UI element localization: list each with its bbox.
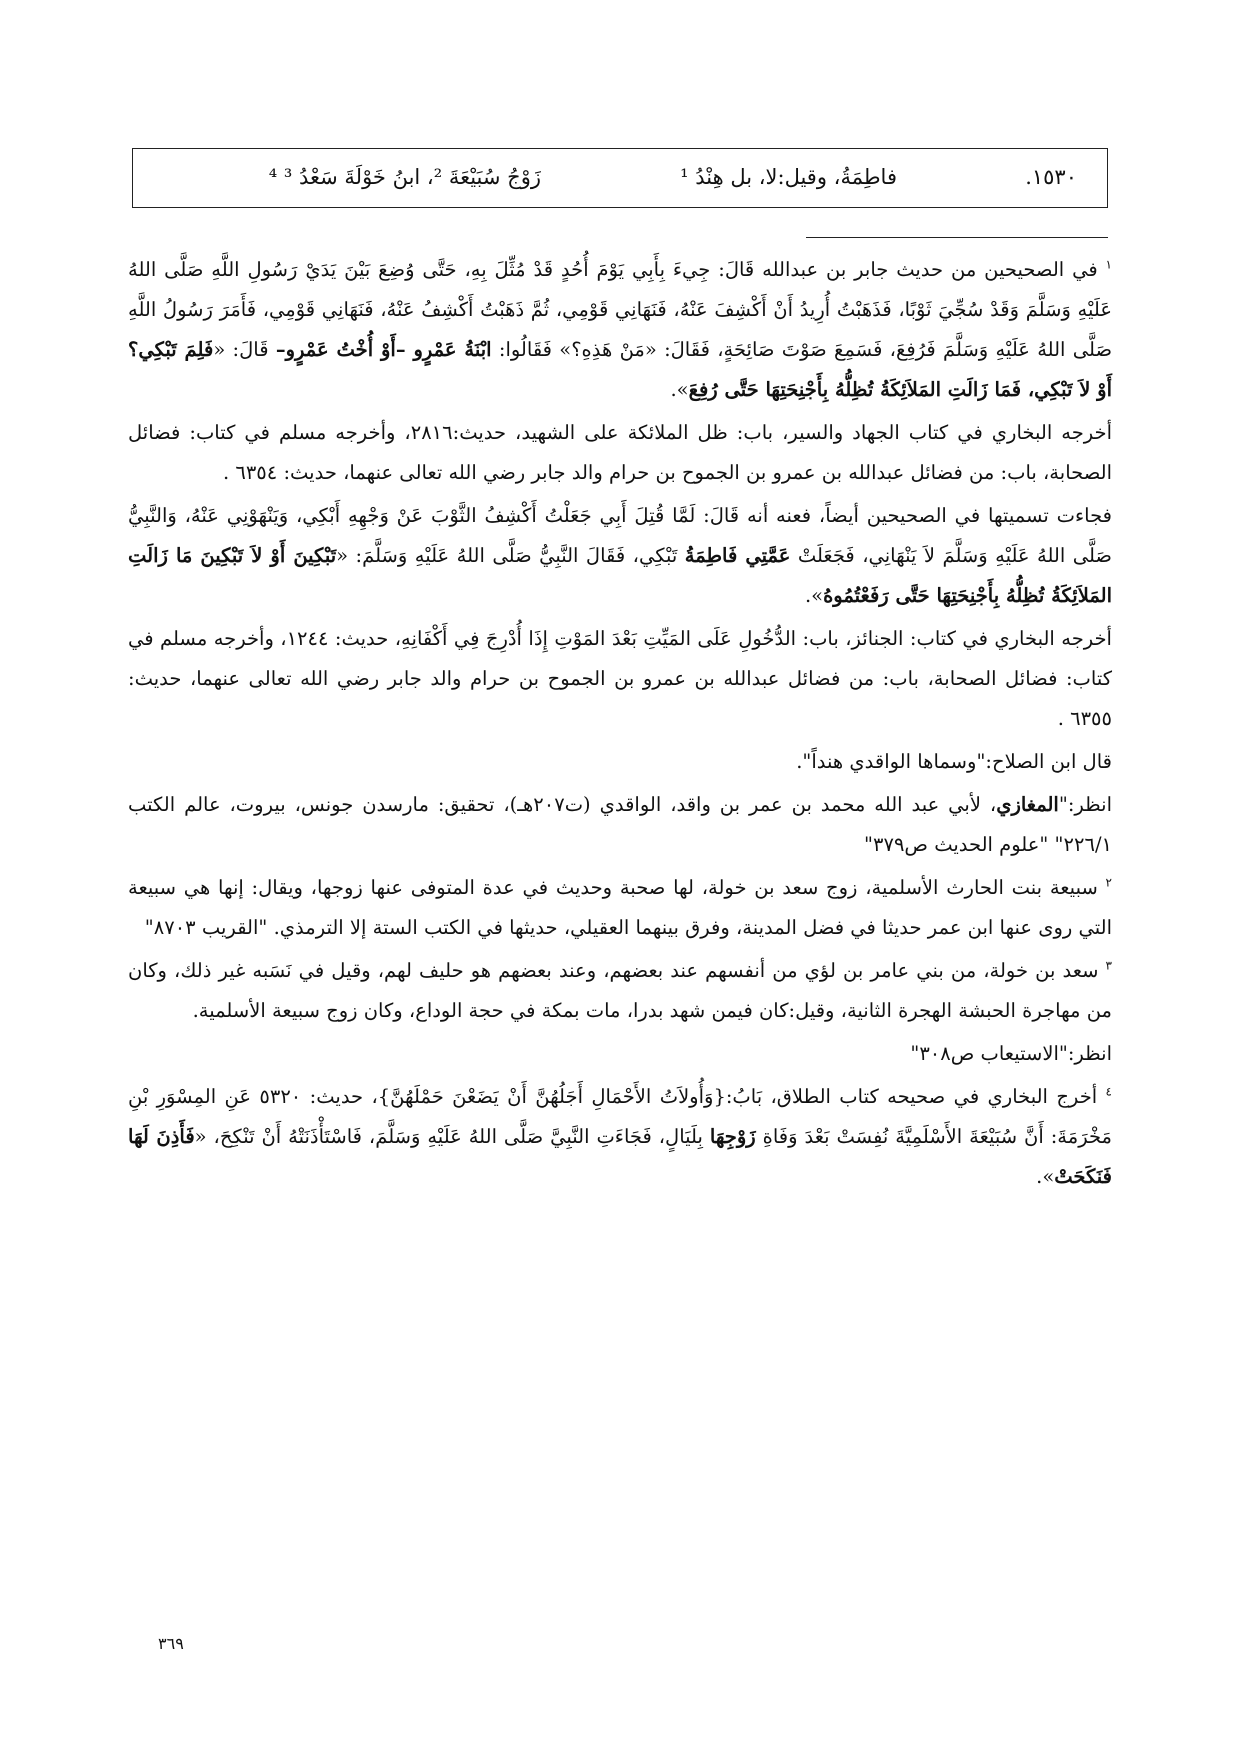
footnote-4-bold-husband: زَوْجِهَا — [709, 1125, 756, 1148]
footnote-1-text-3: ». — [670, 378, 689, 401]
footnote-2-text: سبيعة بنت الحارث الأسلمية، زوج سعد بن خولة، لها صحبة وحديث في عدة المتوفى عنها زوجها، ويقال: إنها هي سبيعة التي روى عنها ابن عمر حديثا في فضل المدينة، وفرق بينهما العقيلي، حديثها في الكتب الستة إلا الترمذي. "القريب ٨٧٠٣" — [128, 876, 1112, 939]
footnote-3-reference: انظر:"الاستيعاب ص٣٠٨" — [910, 1042, 1112, 1065]
footnote-4-text-3: ». — [1036, 1165, 1055, 1188]
second-narration-bold-hadith: تَبْكِينَ أَوْ لاَ تَبْكِينَ مَا زَالَتِ المَلاَئِكَةُ تُظِلُّهُ بِأَجْنِحَتِهَا حَتَّى رَفَعْتُمُوهُ — [128, 544, 1112, 607]
footnote-4 — [128, 1077, 1112, 1197]
footnote-4-text-2: بِلَيَالٍ، فَجَاءَتِ النَّبِيَّ صَلَّى اللهُ عَلَيْهِ وَسَلَّمَ، فَاسْتَأْذَنَتْهُ أَنْ تَنْكِحَ، « — [194, 1125, 710, 1148]
maghazi-prefix: انظر:" — [1058, 793, 1112, 816]
maghazi-details: ، لأبي عبد الله محمد بن عمر بن واقد، الواقدي (ت٢٠٧هـ)، تحقيق: مارسدن جونس، بيروت، عالم الكتب ٢٢٦/١" "علوم الحديث ص٣٧٩" — [128, 793, 1112, 856]
header-names-subayah: زَوْجُ سُبَيْعَةَ ²، ابنُ خَوْلَةَ سَعْدُ ³ ⁴ — [268, 165, 541, 189]
footnote-1-second-source: أخرجه البخاري في كتاب: الجنائز، باب: الدُّخُولِ عَلَى المَيِّتِ بَعْدَ المَوْتِ إِذَا أُدْرِجَ فِي أَكْفَانِهِ، حديث: ١٢٤٤، وأخرجه مسلم في كتاب: فضائل الصحابة، باب: من فضائل عبدالله بن عمرو بن الجموح بن حرام والد جابر رضي الله تعالى عنهما، حديث: ٦٣٥٥ . — [128, 627, 1112, 730]
footnote-1-text-2: قَالَ: « — [213, 338, 276, 361]
footnote-separator — [806, 237, 1108, 238]
footnote-2 — [128, 868, 1112, 948]
second-narration-text-3: ». — [804, 584, 824, 607]
header-names-fatima: فاطِمَةُ، وقيل:لا، بل هِنْدُ ¹ — [680, 165, 897, 189]
footnote-1 — [128, 250, 1112, 410]
ibn-salah-quote: قال ابن الصلاح:"وسماها الواقدي هنداً". — [796, 750, 1112, 773]
footnote-2-marker: ٢ — [1105, 875, 1112, 890]
footnote-1-bold-name: ابْنَةُ عَمْرٍو –أَوْ أُخْتُ عَمْرٍو– — [275, 338, 492, 361]
footnote-3 — [128, 951, 1112, 1031]
second-narration-text: فجاءت تسميتها في الصحيحين أيضاً، فعنه أنه قَالَ: لَمَّا قُتِلَ أَبِي جَعَلْتُ أَكْشِفُ الثَّوْبَ عَنْ وَجْهِهِ أَبْكِي، وَيَنْهَوْنِي عَنْهُ، وَالنَّبِيُّ صَلَّى اللهُ عَلَيْهِ وَسَلَّمَ لاَ يَنْهَانِي، فَجَعَلَتْ — [128, 504, 1112, 567]
footnote-1-text: في الصحيحين من حديث جابر بن عبدالله قَالَ: جِيءَ بِأَبِي يَوْمَ أُحُدٍ قَدْ مُثِّلَ بِهِ، حَتَّى وُضِعَ بَيْنَ يَدَيْ رَسُولِ اللَّهِ صَلَّى اللهُ عَلَيْهِ وَسَلَّمَ وَقَدْ سُجِّيَ ثَوْبًا، فَذَهَبْتُ أُرِيدُ أَنْ أَكْشِفَ عَنْهُ، فَنَهَانِي قَوْمِي، ثُمَّ ذَهَبْتُ أَكْشِفُ عَنْهُ، فَنَهَانِي قَوْمِي، فَأَمَرَ رَسُولُ اللَّهِ صَلَّى اللهُ عَلَيْهِ وَسَلَّمَ فَرُفِعَ، فَسَمِعَ صَوْتَ صَائِحَةٍ، فَقَالَ: «مَنْ هَذِهِ؟» فَقَالُوا: — [128, 258, 1113, 361]
header-box — [132, 148, 1108, 208]
second-narration-text-2: تَبْكِي، فَقَالَ النَّبِيُّ صَلَّى اللهُ عَلَيْهِ وَسَلَّمَ: « — [336, 544, 685, 567]
footnote-4-bold-hadith: فَأَذِنَ لَهَا فَنَكَحَتْ — [128, 1125, 1112, 1188]
maghazi-title: المغازي — [996, 793, 1059, 816]
footnote-4-text: أخرج البخاري في صحيحه كتاب الطلاق، بَابُ:{وَأُولاَتُ الأَحْمَالِ أَجَلُهُنَّ أَنْ يَضَعْنَ حَمْلَهُنَّ}، حديث: ٥٣٢٠ عَنِ المِسْوَرِ بْنِ مَخْرَمَةَ: أَنَّ سُبَيْعَةَ الأَسْلَمِيَّةَ نُفِسَتْ بَعْدَ وَفَاةِ — [128, 1085, 1112, 1148]
footnotes — [128, 250, 1112, 1200]
page-number: ٣٦٩ — [158, 1634, 184, 1653]
entry-number: ١٥٣٠. — [1025, 165, 1077, 189]
footnote-3-text: سعد بن خولة، من بني عامر بن لؤي من أنفسهم عند بعضهم، وعند بعضهم هو حليف لهم، وقيل في نَسَبه غير ذلك، وكان من مهاجرة الحبشة الهجرة الثانية، وقيل:كان فيمن شهد بدرا، مات بمكة في حجة الوداع، وكان زوج سبيعة الأسلمية. — [128, 959, 1112, 1022]
footnote-1-marker: ١ — [1105, 257, 1112, 272]
footnote-3-marker: ٣ — [1105, 958, 1112, 973]
footnote-4-marker: ٤ — [1105, 1084, 1112, 1099]
second-narration-bold-name: عَمَّتِي فَاطِمَةُ — [684, 544, 791, 567]
footnote-1-bold-hadith: فَلِمَ تَبْكِي؟ أَوْ لاَ تَبْكِي، فَمَا زَالَتِ المَلاَئِكَةُ تُظِلُّهُ بِأَجْنِحَتِهَا حَتَّى رُفِعَ — [128, 338, 1112, 401]
footnote-1-second-narration — [128, 496, 1112, 616]
maghazi-reference — [128, 785, 1112, 865]
footnote-1-source: أخرجه البخاري في كتاب الجهاد والسير، باب: ظل الملائكة على الشهيد، حديث:٢٨١٦، وأخرجه مسلم في كتاب: فضائل الصحابة، باب: من فضائل عبدالله بن عمرو بن الجموح بن حرام والد جابر رضي الله تعالى عنهما، حديث: ٦٣٥٤ . — [128, 421, 1112, 484]
